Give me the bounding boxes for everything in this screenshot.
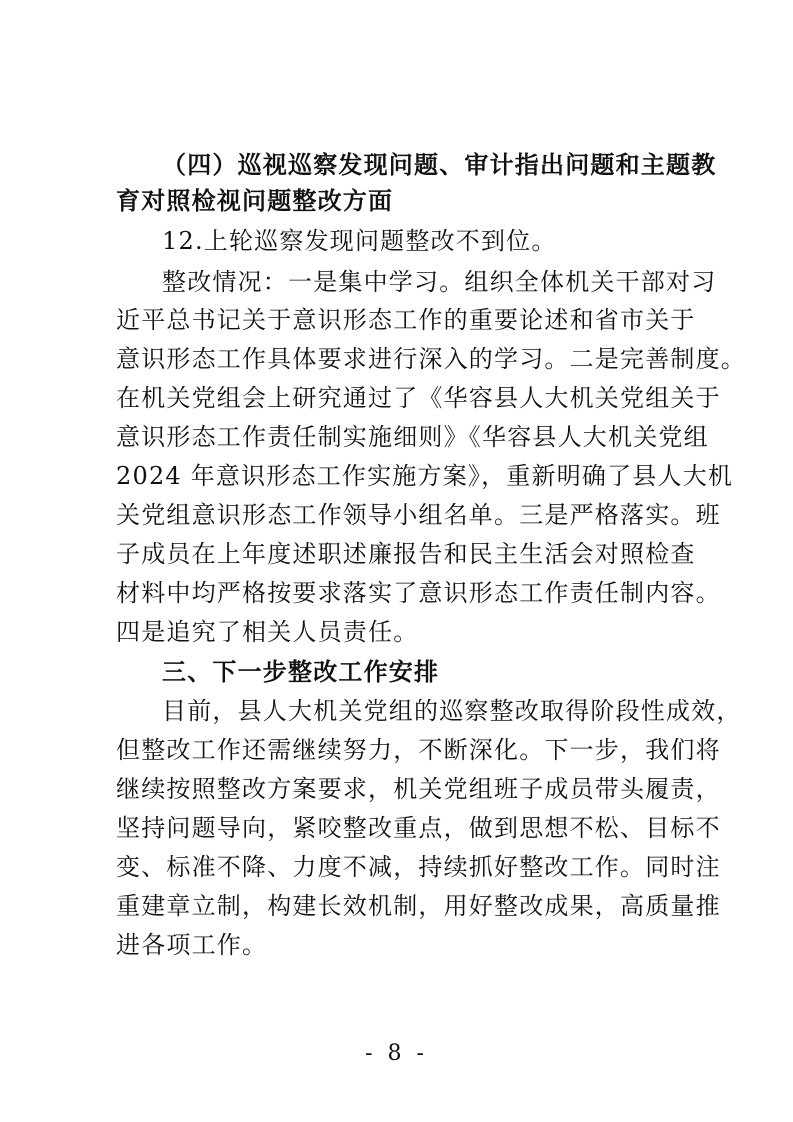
paragraph-line: 目前，县人大机关党组的巡察整改取得阶段性成效， [162,697,742,725]
paragraph-line: 继续按照整改方案要求，机关党组班子成员带头履责， [116,775,721,803]
paragraph-line: 2024 年意识形态工作实施方案》，重新明确了县人大机 [116,462,734,490]
paragraph-line: 意识形态工作具体要求进行深入的学习。二是完善制度。 [116,345,746,373]
section-4-heading-line-2: 育对照检视问题整改方面 [116,187,394,215]
paragraph-line: 变、标准不降、力度不减，持续抓好整改工作。同时注 [116,853,721,881]
section-3-heading: 三、下一步整改工作安排 [162,658,440,686]
paragraph-line: 重建章立制，构建长效机制，用好整改成果，高质量推 [116,892,721,920]
paragraph-line: 坚持问题导向，紧咬整改重点，做到思想不松、目标不 [116,814,721,842]
paragraph-line: 材料中均严格按要求落实了意识形态工作责任制内容。 [116,579,721,607]
paragraph-line: 子成员在上年度述职述廉报告和民主生活会对照检查 [116,540,696,568]
paragraph-line: 进各项工作。 [116,931,268,959]
paragraph-line: 在机关党组会上研究通过了《华容县人大机关党组关于 [116,384,721,412]
item-12-title: 12.上轮巡察发现问题整改不到位。 [162,227,557,255]
paragraph-line: 四是追究了相关人员责任。 [116,618,419,646]
paragraph-line: 整改情况：一是集中学习。组织全体机关干部对习 [162,268,717,296]
section-4-heading-line-1: （四）巡视巡察发现问题、审计指出问题和主题教 [162,151,717,179]
page-number: - 8 - [365,1041,428,1066]
paragraph-line: 关党组意识形态工作领导小组名单。三是严格落实。班 [116,501,721,529]
paragraph-line: 意识形态工作责任制实施细则》《华容县人大机关党组 [116,423,709,451]
paragraph-line: 近平总书记关于意识形态工作的重要论述和省市关于 [116,306,696,334]
paragraph-line: 但整改工作还需继续努力，不断深化。下一步，我们将 [116,736,721,764]
